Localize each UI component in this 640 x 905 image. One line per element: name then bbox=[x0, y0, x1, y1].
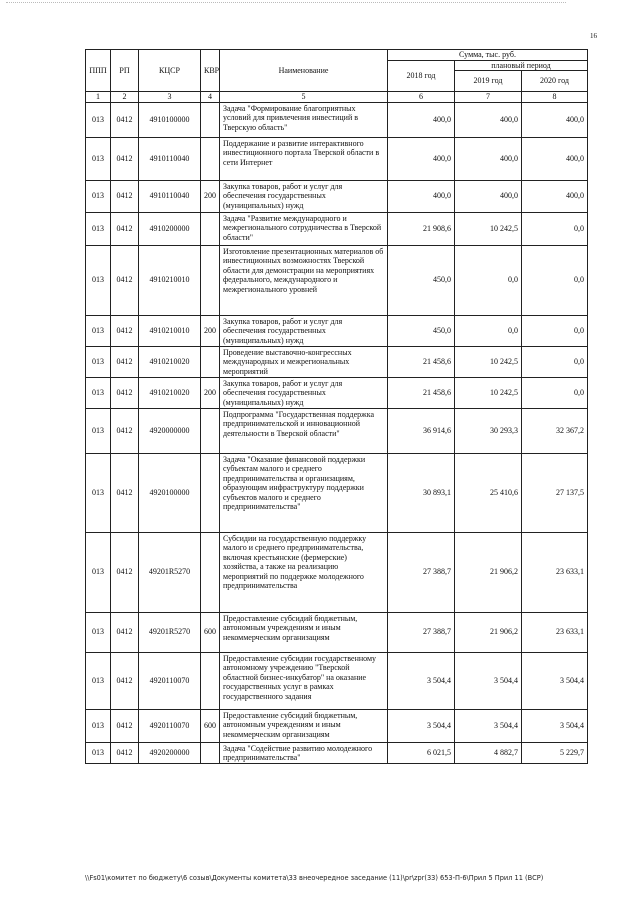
header-ppp: ППП bbox=[86, 50, 111, 92]
header-planned-period: плановый период bbox=[455, 60, 588, 71]
cell-2020: 0,0 bbox=[522, 212, 588, 245]
table-row bbox=[86, 612, 588, 652]
cell-kvr: 200 bbox=[201, 377, 220, 408]
cell-2020: 0,0 bbox=[522, 346, 588, 377]
cell-2020: 0,0 bbox=[522, 315, 588, 346]
column-number: 3 bbox=[139, 92, 201, 103]
cell-kvr bbox=[201, 346, 220, 377]
cell-kvr bbox=[201, 742, 220, 763]
cell-kcsr: 4910100000 bbox=[139, 102, 201, 137]
table-row bbox=[86, 408, 588, 453]
cell-ppp: 013 bbox=[86, 245, 111, 315]
cell-ppp: 013 bbox=[86, 709, 111, 742]
cell-2020: 400,0 bbox=[522, 137, 588, 180]
cell-2018: 21 458,6 bbox=[388, 346, 455, 377]
cell-2020: 5 229,7 bbox=[522, 742, 588, 763]
header-kcsr: КЦСР bbox=[139, 50, 201, 92]
cell-kvr bbox=[201, 212, 220, 245]
cell-kcsr: 4910200000 bbox=[139, 212, 201, 245]
cell-kcsr: 4910210020 bbox=[139, 377, 201, 408]
cell-rp: 0412 bbox=[111, 377, 139, 408]
table-row bbox=[86, 315, 588, 346]
cell-2018: 400,0 bbox=[388, 102, 455, 137]
cell-rp: 0412 bbox=[111, 408, 139, 453]
cell-2019: 10 242,5 bbox=[455, 346, 522, 377]
budget-table bbox=[85, 49, 588, 764]
cell-kcsr: 4910110040 bbox=[139, 137, 201, 180]
cell-2019: 400,0 bbox=[455, 102, 522, 137]
cell-2018: 400,0 bbox=[388, 180, 455, 212]
table-row bbox=[86, 137, 588, 180]
column-number: 5 bbox=[220, 92, 388, 103]
cell-rp: 0412 bbox=[111, 137, 139, 180]
cell-name: Предоставление субсидии государственному автономному учреждению "Тверской областной бизнес-инкубатор" на оказание государственных услуг в рамках государственного задания bbox=[220, 652, 388, 709]
cell-2019: 25 410,6 bbox=[455, 453, 522, 532]
table-row bbox=[86, 652, 588, 709]
cell-2020: 3 504,4 bbox=[522, 652, 588, 709]
cell-ppp: 013 bbox=[86, 315, 111, 346]
cell-2018: 21 908,6 bbox=[388, 212, 455, 245]
cell-2018: 3 504,4 bbox=[388, 652, 455, 709]
cell-2019: 21 906,2 bbox=[455, 612, 522, 652]
table-row bbox=[86, 377, 588, 408]
table-row bbox=[86, 453, 588, 532]
cell-2019: 3 504,4 bbox=[455, 709, 522, 742]
cell-kvr: 600 bbox=[201, 612, 220, 652]
cell-kvr bbox=[201, 453, 220, 532]
cell-name: Задача "Развитие международного и межрегионального сотрудничества в Тверской области" bbox=[220, 212, 388, 245]
table-header bbox=[86, 50, 588, 103]
column-number: 6 bbox=[388, 92, 455, 103]
table-row bbox=[86, 245, 588, 315]
header-sum: Сумма, тыс. руб. bbox=[388, 50, 588, 61]
cell-2019: 30 293,3 bbox=[455, 408, 522, 453]
cell-2020: 27 137,5 bbox=[522, 453, 588, 532]
cell-kcsr: 4920000000 bbox=[139, 408, 201, 453]
cell-ppp: 013 bbox=[86, 532, 111, 612]
cell-rp: 0412 bbox=[111, 315, 139, 346]
cell-name: Проведение выставочно-конгрессных международных и межрегиональных мероприятий bbox=[220, 346, 388, 377]
cell-rp: 0412 bbox=[111, 532, 139, 612]
cell-2020: 23 633,1 bbox=[522, 612, 588, 652]
cell-ppp: 013 bbox=[86, 180, 111, 212]
table-row bbox=[86, 742, 588, 763]
header-2018: 2018 год bbox=[388, 60, 455, 92]
cell-2018: 450,0 bbox=[388, 245, 455, 315]
cell-ppp: 013 bbox=[86, 102, 111, 137]
cell-2019: 10 242,5 bbox=[455, 377, 522, 408]
cell-2018: 21 458,6 bbox=[388, 377, 455, 408]
header-rp: РП bbox=[111, 50, 139, 92]
column-number: 4 bbox=[201, 92, 220, 103]
cell-ppp: 013 bbox=[86, 652, 111, 709]
cell-ppp: 013 bbox=[86, 612, 111, 652]
table-row bbox=[86, 212, 588, 245]
cell-ppp: 013 bbox=[86, 346, 111, 377]
cell-kcsr: 4910210010 bbox=[139, 245, 201, 315]
table-body bbox=[86, 102, 588, 763]
cell-kcsr: 4910110040 bbox=[139, 180, 201, 212]
cell-rp: 0412 bbox=[111, 102, 139, 137]
cell-2020: 400,0 bbox=[522, 180, 588, 212]
cell-name: Задача "Формирование благоприятных условий для привлечения инвестиций в Тверскую область" bbox=[220, 102, 388, 137]
cell-2018: 450,0 bbox=[388, 315, 455, 346]
cell-2018: 27 388,7 bbox=[388, 532, 455, 612]
cell-2018: 400,0 bbox=[388, 137, 455, 180]
column-number-row bbox=[86, 92, 588, 103]
page-number: 16 bbox=[590, 32, 597, 40]
header-kvr: КВР bbox=[201, 50, 220, 92]
cell-ppp: 013 bbox=[86, 377, 111, 408]
cell-kvr: 600 bbox=[201, 709, 220, 742]
cell-2019: 3 504,4 bbox=[455, 652, 522, 709]
cell-ppp: 013 bbox=[86, 453, 111, 532]
cell-name: Изготовление презентационных материалов об инвестиционных возможностях Тверской области для демонстрации на мероприятиях федерального, международного и межрегионального уровней bbox=[220, 245, 388, 315]
cell-2019: 10 242,5 bbox=[455, 212, 522, 245]
cell-kvr: 200 bbox=[201, 315, 220, 346]
cell-kcsr: 4920100000 bbox=[139, 453, 201, 532]
cell-ppp: 013 bbox=[86, 742, 111, 763]
column-number: 8 bbox=[522, 92, 588, 103]
cell-2018: 30 893,1 bbox=[388, 453, 455, 532]
cell-kvr bbox=[201, 137, 220, 180]
cell-2020: 0,0 bbox=[522, 245, 588, 315]
cell-name: Предоставление субсидий бюджетным, автономным учреждениям и иным некоммерческим организациям bbox=[220, 709, 388, 742]
cell-kcsr: 4910210020 bbox=[139, 346, 201, 377]
header-name: Наименование bbox=[220, 50, 388, 92]
cell-2020: 3 504,4 bbox=[522, 709, 588, 742]
cell-rp: 0412 bbox=[111, 346, 139, 377]
cell-ppp: 013 bbox=[86, 137, 111, 180]
cell-2020: 32 367,2 bbox=[522, 408, 588, 453]
cell-kcsr: 4920200000 bbox=[139, 742, 201, 763]
cell-rp: 0412 bbox=[111, 212, 139, 245]
cell-2020: 0,0 bbox=[522, 377, 588, 408]
cell-2019: 0,0 bbox=[455, 315, 522, 346]
cell-name: Задача "Содействие развитию молодежного предпринимательства" bbox=[220, 742, 388, 763]
table-row bbox=[86, 102, 588, 137]
table-row bbox=[86, 532, 588, 612]
cell-name: Подпрограмма "Государственная поддержка предпринимательской и инновационной деятельности в Тверской области" bbox=[220, 408, 388, 453]
cell-2020: 400,0 bbox=[522, 102, 588, 137]
header-2020: 2020 год bbox=[522, 71, 588, 92]
cell-2019: 0,0 bbox=[455, 245, 522, 315]
cell-rp: 0412 bbox=[111, 742, 139, 763]
cell-2018: 36 914,6 bbox=[388, 408, 455, 453]
cell-2018: 27 388,7 bbox=[388, 612, 455, 652]
column-number: 1 bbox=[86, 92, 111, 103]
cell-2020: 23 633,1 bbox=[522, 532, 588, 612]
cell-rp: 0412 bbox=[111, 709, 139, 742]
cell-kcsr: 49201R5270 bbox=[139, 612, 201, 652]
cell-name: Задача "Оказание финансовой поддержки субъектам малого и среднего предпринимательства и организациям, образующим инфраструктуру поддержки субъектов малого и среднего предпринимательства" bbox=[220, 453, 388, 532]
table-row bbox=[86, 346, 588, 377]
cell-kvr bbox=[201, 408, 220, 453]
cell-name: Субсидии на государственную поддержку малого и среднего предпринимательства, включая крестьянские (фермерские) хозяйства, а также на реализацию мероприятий по поддержке молодежного предпринимательства bbox=[220, 532, 388, 612]
cell-name: Предоставление субсидий бюджетным, автономным учреждениям и иным некоммерческим организациям bbox=[220, 612, 388, 652]
cell-kcsr: 4920110070 bbox=[139, 709, 201, 742]
cell-name: Поддержание и развитие интерактивного инвестиционного портала Тверской области в сети Интернет bbox=[220, 137, 388, 180]
cell-name: Закупка товаров, работ и услуг для обеспечения государственных (муниципальных) нужд bbox=[220, 377, 388, 408]
scan-edge-line bbox=[6, 2, 566, 3]
table-row bbox=[86, 180, 588, 212]
cell-2018: 3 504,4 bbox=[388, 709, 455, 742]
cell-rp: 0412 bbox=[111, 453, 139, 532]
cell-kcsr: 4910210010 bbox=[139, 315, 201, 346]
cell-2019: 4 882,7 bbox=[455, 742, 522, 763]
cell-kcsr: 4920110070 bbox=[139, 652, 201, 709]
cell-2019: 21 906,2 bbox=[455, 532, 522, 612]
cell-2019: 400,0 bbox=[455, 137, 522, 180]
cell-rp: 0412 bbox=[111, 180, 139, 212]
file-path-footer: \\Fs01\комитет по бюджету\6 созыв\Документы комитета\33 внеочередное заседание (11)\pr\zpr(33) 653-П-6\Прил 5 Прил 11 (ВСР) bbox=[85, 874, 544, 882]
cell-ppp: 013 bbox=[86, 212, 111, 245]
cell-2019: 400,0 bbox=[455, 180, 522, 212]
cell-kvr bbox=[201, 245, 220, 315]
cell-rp: 0412 bbox=[111, 612, 139, 652]
cell-ppp: 013 bbox=[86, 408, 111, 453]
column-number: 7 bbox=[455, 92, 522, 103]
cell-kcsr: 49201R5270 bbox=[139, 532, 201, 612]
cell-kvr bbox=[201, 532, 220, 612]
cell-rp: 0412 bbox=[111, 652, 139, 709]
cell-name: Закупка товаров, работ и услуг для обеспечения государственных (муниципальных) нужд bbox=[220, 180, 388, 212]
cell-kvr: 200 bbox=[201, 180, 220, 212]
cell-name: Закупка товаров, работ и услуг для обеспечения государственных (муниципальных) нужд bbox=[220, 315, 388, 346]
table-row bbox=[86, 709, 588, 742]
cell-kvr bbox=[201, 652, 220, 709]
column-number: 2 bbox=[111, 92, 139, 103]
cell-kvr bbox=[201, 102, 220, 137]
cell-rp: 0412 bbox=[111, 245, 139, 315]
cell-2018: 6 021,5 bbox=[388, 742, 455, 763]
header-2019: 2019 год bbox=[455, 71, 522, 92]
